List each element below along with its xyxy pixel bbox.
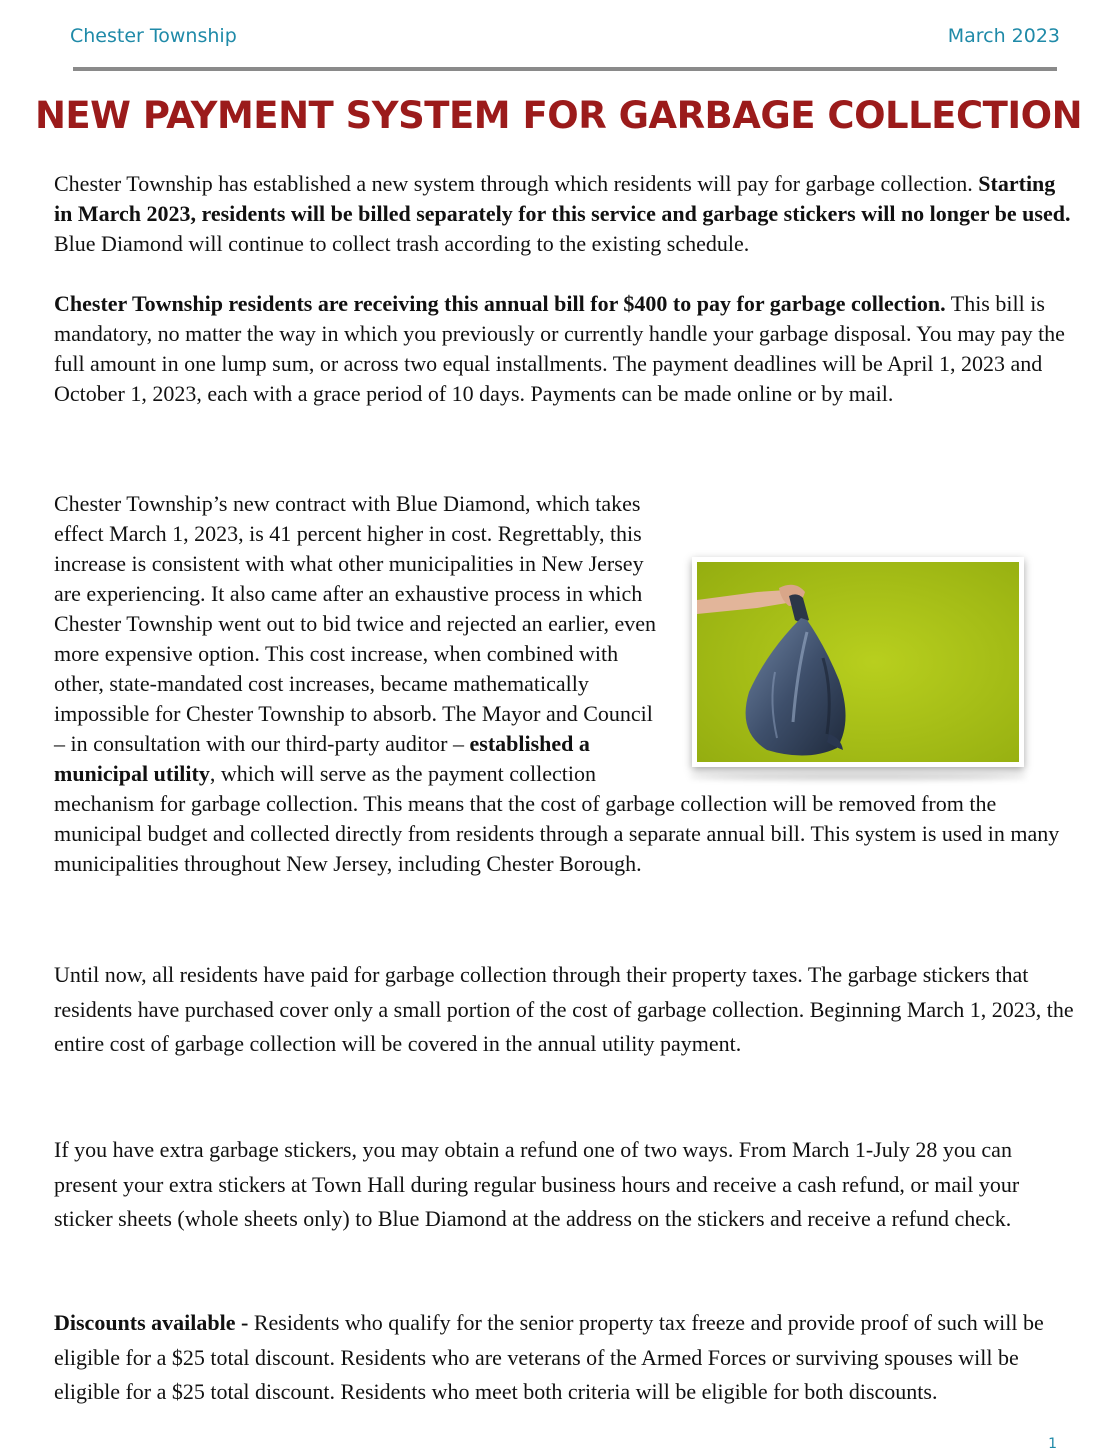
property-tax-paragraph [54,958,1079,1062]
intro-text-end: Blue Diamond will continue to collect trash according to the existing schedule. [54,231,750,256]
bill-text: This bill is mandatory, no matter the way in which you previously or currently handle your garbage disposal. You may pay the full amount in one lump sum, or across two equal installments. The payment deadlines will be April 1, 2023 and October 1, 2023, each with a grace period of 10 days. Payments can be made online or by mail. [54,291,1065,406]
refund-text: If you have extra garbage stickers, you may obtain a refund one of two ways. From March 1-July 28 you can present your extra stickers at Town Hall during regular business hours and receive a cash refund, or mail your sticker sheets (whole sheets only) to Blue Diamond at the address on the stickers and receive a refund check. [54,1137,1020,1231]
intro-bold: Starting in March 2023, residents will be billed separately for this service and garbage stickers will no longer be used. [54,171,1071,226]
page-number: 1 [1048,1436,1057,1452]
refund-paragraph [54,1133,1079,1237]
discounts-paragraph [54,1306,1079,1410]
header-organization: Chester Township [70,25,237,47]
bill-bold: Chester Township residents are receiving this annual bill for $400 to pay for garbage collection. [54,291,946,316]
intro-paragraph [54,169,1079,259]
contract-bold: established a municipal utility [54,731,590,786]
intro-text: Chester Township has established a new system through which residents will pay for garbage collection. [54,171,979,196]
photo-shadow [689,774,1027,780]
contract-text: Chester Township’s new contract with Blue Diamond, which takes effect March 1, 2023, is 41 percent higher in cost. Regrettably, this increase is consistent with what other municipalities in New Jersey are experiencing. It also came after an exhaustive process in which Chester Township went out to bid twice and rejected an earlier, even more expensive option. This cost increase, when combined with other, state-mandated cost increases, became mathematically impossible for Chester Township to absorb. The Mayor and Council – in consultation with our third-party auditor – [54,491,656,756]
bill-paragraph [54,289,1079,409]
discounts-text: Residents who qualify for the senior property tax freeze and provide proof of such will be eligible for a $25 total discount. Residents who are veterans of the Armed Forces or surviving spouses will be eligible for a $25 total discount. Residents who meet both criteria will be eligible for both discounts. [54,1310,1044,1404]
garbage-bag-photo [692,557,1024,767]
page-title: NEW PAYMENT SYSTEM FOR GARBAGE COLLECTION [34,94,1083,137]
contract-text-end: , which will serve as the payment collection mechanism for garbage collection. This means that the cost of garbage collection will be removed from the municipal budget and collected directly from residents through a separate annual bill. This system is used in many municipalities throughout New Jersey, including Chester Borough. [54,761,1060,876]
header-divider [73,67,1057,71]
contract-paragraph [54,489,1079,879]
header-date: March 2023 [947,25,1060,47]
discounts-bold: Discounts available - [54,1310,249,1335]
page-header [70,22,1060,50]
garbage-bag-image [697,562,1019,762]
property-tax-text: Until now, all residents have paid for garbage collection through their property taxes. The garbage stickers that residents have purchased cover only a small portion of the cost of garbage collection. Beginning March 1, 2023, the entire cost of garbage collection will be covered in the annual utility payment. [54,962,1074,1056]
